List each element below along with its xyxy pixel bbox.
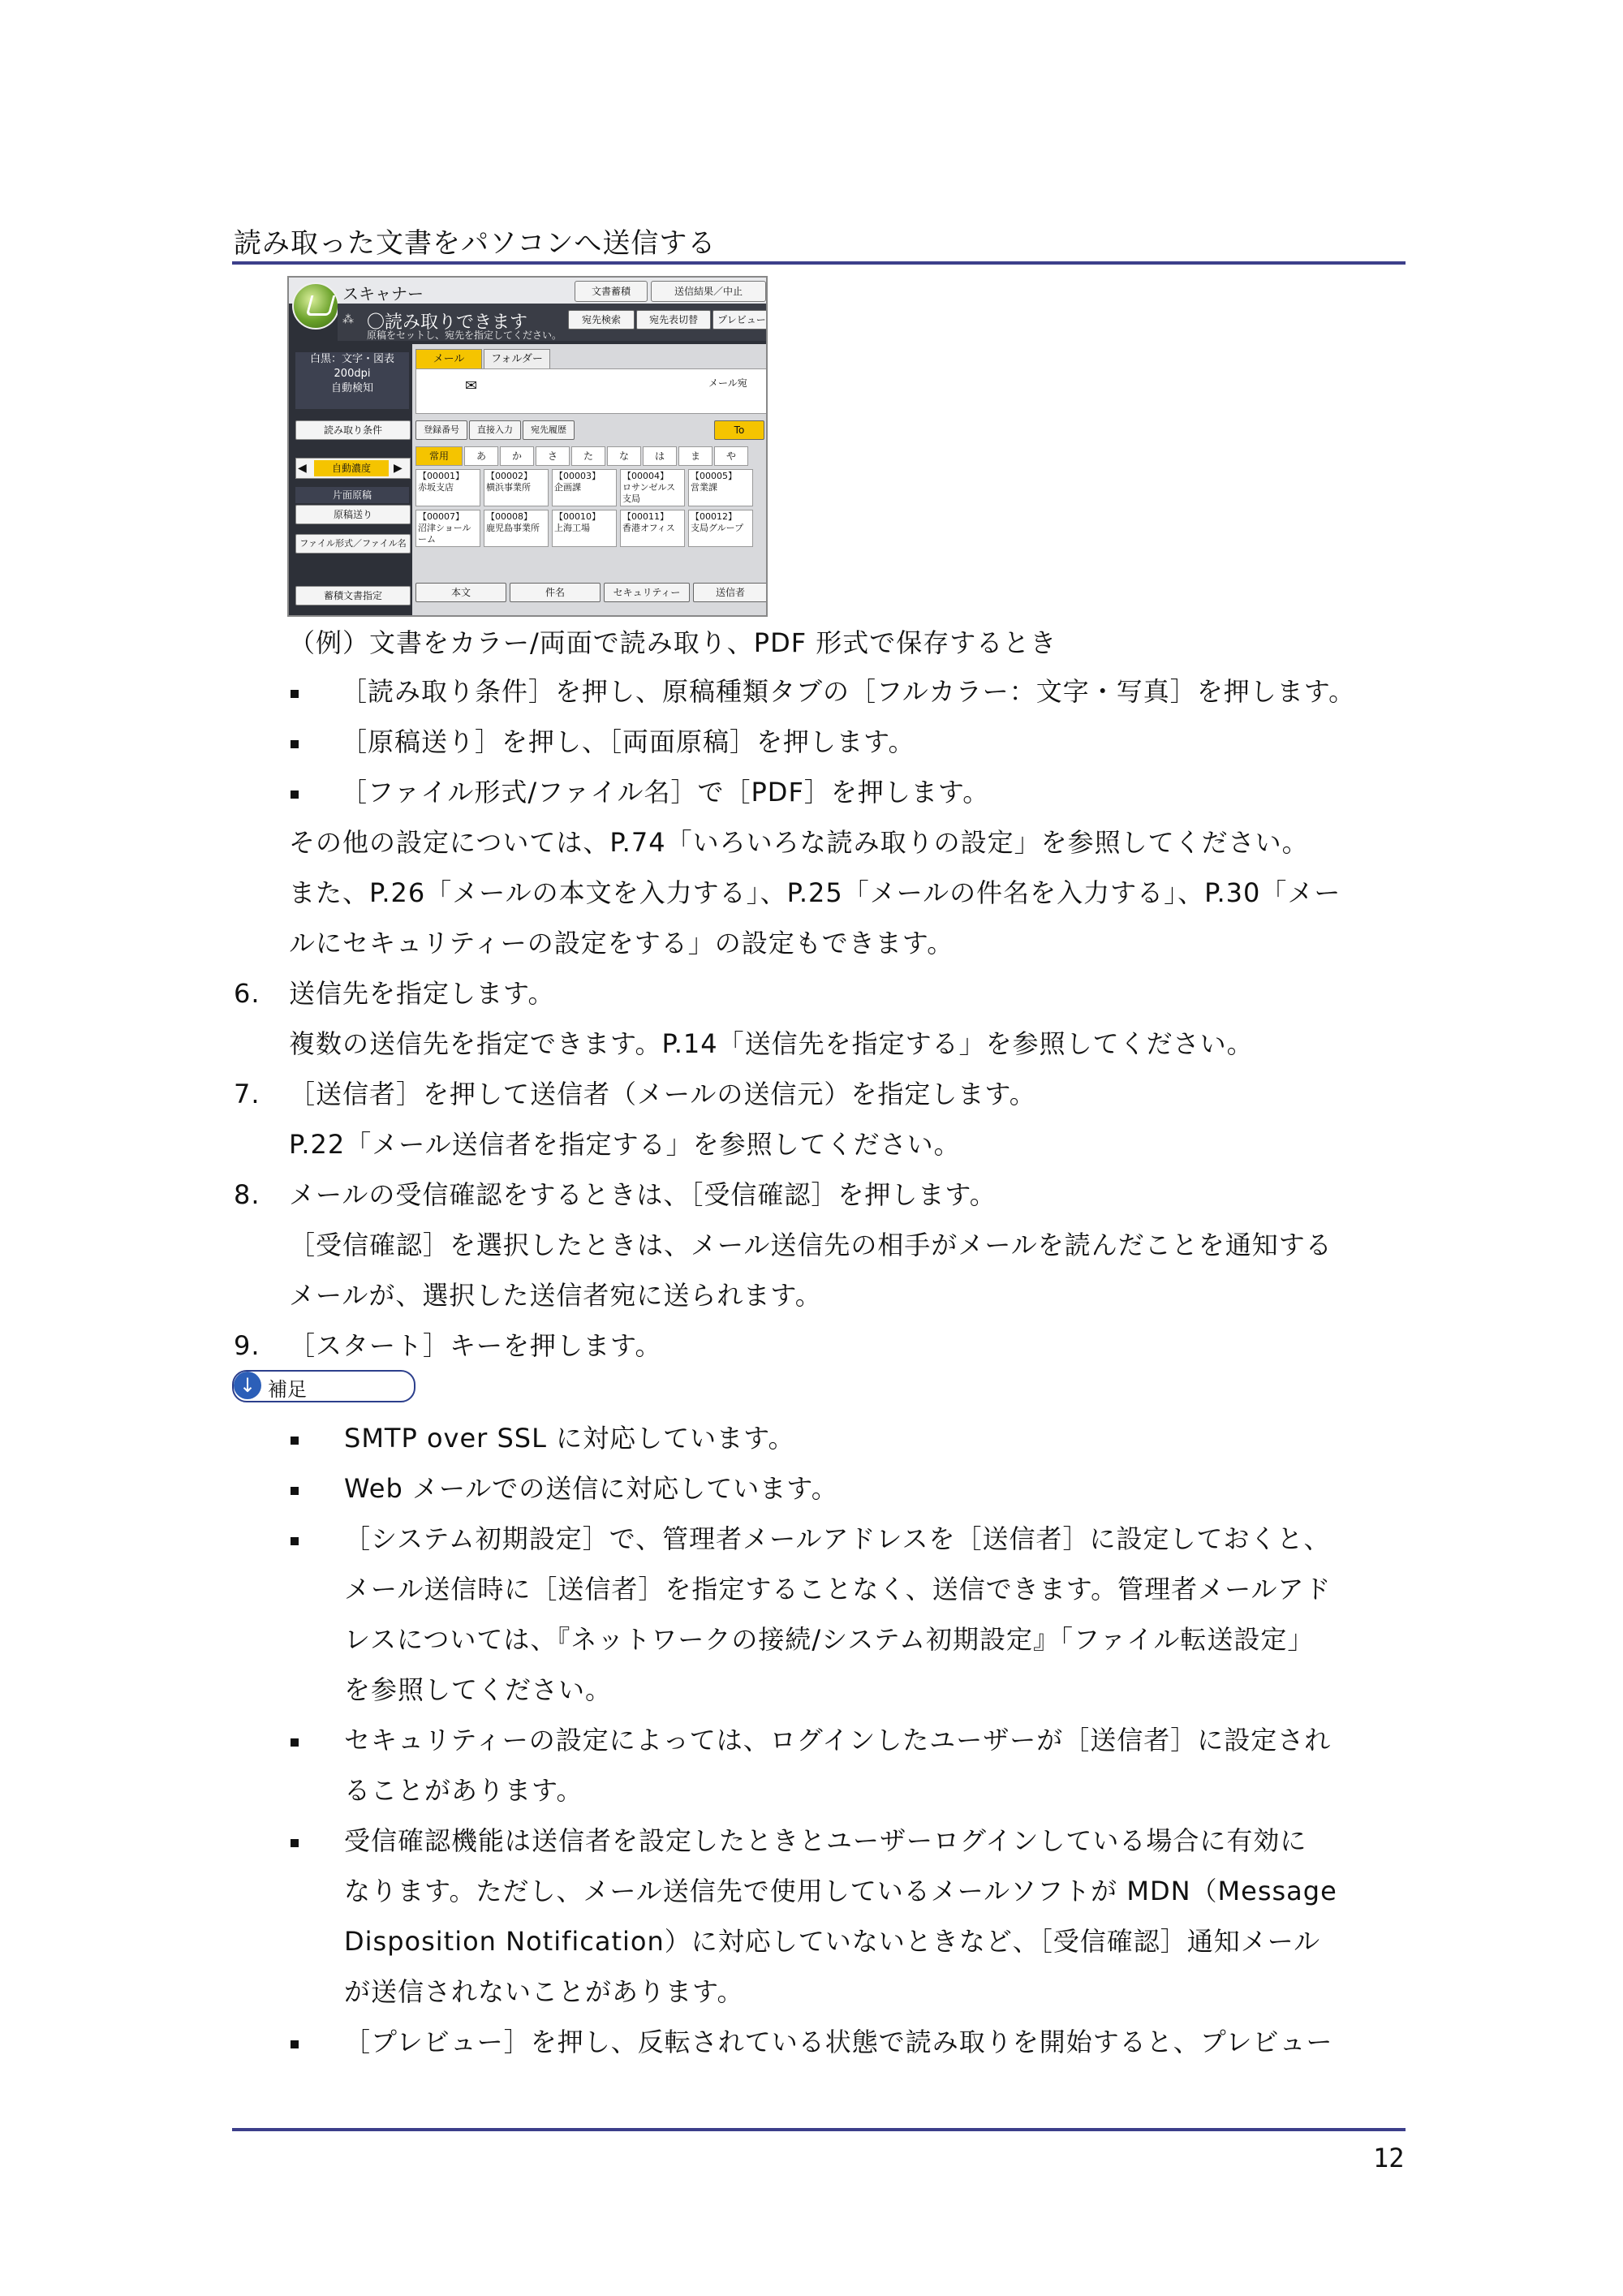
note-item: レスについては、『ネットワークの接続/システム初期設定』「ファイル転送設定」 bbox=[344, 1624, 1315, 1655]
density-control[interactable] bbox=[295, 458, 411, 479]
sender-button[interactable]: 送信者 bbox=[693, 583, 768, 602]
scanner-logo-icon bbox=[292, 282, 339, 330]
right-arrow-icon[interactable]: ▶ bbox=[394, 462, 403, 475]
step-number: 7. bbox=[234, 1079, 260, 1109]
down-arrow-icon: ↓ bbox=[234, 1372, 261, 1399]
kana-tab[interactable]: ま bbox=[678, 446, 712, 466]
example-bullet: ［原稿送り］を押し、［両面原稿］を押します。 bbox=[341, 726, 915, 757]
address-field[interactable] bbox=[415, 368, 768, 414]
scan-mode-display: 白黒：文字・図表 200dpi 自動検知 bbox=[295, 352, 409, 409]
preview-button[interactable]: プレビュー bbox=[712, 310, 768, 330]
scan-settings-button[interactable]: 読み取り条件 bbox=[295, 420, 411, 440]
dest-cell[interactable]: 【00004】 ロサンゼルス支局 bbox=[620, 469, 685, 506]
note-item: SMTP over SSL に対応しています。 bbox=[344, 1423, 795, 1454]
example-bullet: ［読み取り条件］を押し、原稿種類タブの［フルカラー：文字・写真］を押します。 bbox=[341, 676, 1356, 707]
note-item: を参照してください。 bbox=[344, 1674, 613, 1705]
note-item: メール送信時に［送信者］を指定することなく、送信できます。管理者メールアド bbox=[344, 1574, 1332, 1605]
kana-tab[interactable]: や bbox=[714, 446, 748, 466]
reg-number-button[interactable]: 登録番号 bbox=[415, 420, 467, 440]
bullet-icon bbox=[291, 1487, 299, 1495]
bullet-icon bbox=[291, 2040, 299, 2048]
example-caption: （例）文書をカラー/両面で読み取り、PDF 形式で保存するとき bbox=[289, 627, 1057, 658]
paragraph: その他の設定については、P.74「いろいろな読み取りの設定」を参照してください。 bbox=[289, 827, 1309, 858]
step-heading: メールの受信確認をするときは、［受信確認］を押します。 bbox=[289, 1179, 997, 1210]
kana-tab[interactable]: た bbox=[571, 446, 605, 466]
paragraph: また、P.26「メールの本文を入力する」、P.25「メールの件名を入力する」、P.30「メー bbox=[289, 877, 1341, 908]
note-item: Web メールでの送信に対応しています。 bbox=[344, 1473, 838, 1504]
direct-input-button[interactable]: 直接入力 bbox=[469, 420, 521, 440]
bullet-icon bbox=[291, 1839, 299, 1847]
dest-cell[interactable]: 【00008】 鹿児島事業所 bbox=[484, 510, 549, 547]
feed-button[interactable]: 原稿送り bbox=[295, 505, 411, 524]
mail-envelope-icon: ✉ bbox=[465, 377, 478, 394]
scanner-panel-screenshot bbox=[287, 276, 768, 617]
tab-mail[interactable]: メール bbox=[415, 349, 482, 369]
bullet-icon bbox=[291, 740, 299, 748]
send-result-button[interactable]: 送信結果／中止 bbox=[651, 281, 766, 302]
kana-tab[interactable]: は bbox=[643, 446, 677, 466]
note-label: 補足 bbox=[268, 1378, 307, 1401]
bullet-icon bbox=[291, 1537, 299, 1545]
dest-cell[interactable]: 【00002】 横浜事業所 bbox=[484, 469, 549, 506]
note-item: セキュリティーの設定によっては、ログインしたユーザーが［送信者］に設定され bbox=[344, 1725, 1332, 1755]
bullet-icon bbox=[291, 790, 299, 799]
stored-doc-button[interactable]: 蓄積文書指定 bbox=[295, 586, 411, 605]
kana-tab[interactable]: な bbox=[607, 446, 641, 466]
header-rule bbox=[232, 261, 1406, 265]
step-description: P.22「メール送信者を指定する」を参照してください。 bbox=[289, 1129, 961, 1160]
security-button[interactable]: セキュリティー bbox=[604, 583, 690, 602]
note-item: ［プレビュー］を押し、反転されている状態で読み取りを開始すると、プレビュー bbox=[344, 2027, 1333, 2057]
auto-density-label: 自動濃度 bbox=[314, 460, 389, 476]
bullet-icon bbox=[291, 690, 299, 698]
left-arrow-icon[interactable]: ◀ bbox=[298, 462, 307, 475]
tab-folder[interactable]: フォルダー bbox=[484, 349, 550, 369]
mail-address-label: メール宛 bbox=[708, 377, 747, 389]
note-item: ［システム初期設定］で、管理者メールアドレスを［送信者］に設定しておくと、 bbox=[344, 1523, 1331, 1554]
page-number: 12 bbox=[1373, 2143, 1405, 2173]
subject-button[interactable]: 件名 bbox=[510, 583, 601, 602]
dest-cell[interactable]: 【00012】 支局グループ bbox=[688, 510, 753, 547]
note-item: が送信されないことがあります。 bbox=[344, 1976, 744, 2007]
kana-tab[interactable]: あ bbox=[464, 446, 498, 466]
dest-cell[interactable]: 【00010】 上海工場 bbox=[552, 510, 617, 547]
note-item: Disposition Notification）に対応していないときなど、［受信確認］通知メール bbox=[344, 1926, 1321, 1957]
dest-cell[interactable]: 【00007】 沼津ショールーム bbox=[415, 510, 480, 547]
step-description: メールが、選択した送信者宛に送られます。 bbox=[289, 1280, 822, 1311]
note-item: ることがあります。 bbox=[344, 1775, 583, 1806]
panel-app-title: スキャナー bbox=[342, 284, 424, 304]
footer-rule bbox=[232, 2128, 1406, 2131]
step-heading: ［スタート］キーを押します。 bbox=[289, 1330, 662, 1361]
status-ready: 〇読み取りできます bbox=[367, 312, 528, 333]
step-description: 複数の送信先を指定できます。P.14「送信先を指定する」を参照してください。 bbox=[289, 1028, 1254, 1059]
step-number: 9. bbox=[234, 1330, 260, 1361]
single-sided-label: 片面原稿 bbox=[295, 487, 409, 503]
dest-cell[interactable]: 【00001】 赤坂支店 bbox=[415, 469, 480, 506]
dest-cell[interactable]: 【00005】 営業課 bbox=[688, 469, 753, 506]
paragraph: ルにセキュリティーの設定をする」の設定もできます。 bbox=[289, 928, 954, 958]
status-dots-icon: ⁂ bbox=[342, 313, 354, 326]
step-number: 6. bbox=[234, 978, 260, 1009]
dest-search-button[interactable]: 宛先検索 bbox=[568, 310, 635, 330]
step-description: ［受信確認］を選択したときは、メール送信先の相手がメールを読んだことを通知する bbox=[289, 1230, 1332, 1260]
dest-cell[interactable]: 【00011】 香港オフィス bbox=[620, 510, 685, 547]
note-item: 受信確認機能は送信者を設定したときとユーザーログインしている場合に有効に bbox=[344, 1825, 1307, 1856]
doc-storage-button[interactable]: 文書蓄積 bbox=[575, 281, 648, 302]
status-hint: 原稿をセットし、宛先を指定してください。 bbox=[367, 330, 562, 341]
kana-tab[interactable]: か bbox=[500, 446, 534, 466]
body-button[interactable]: 本文 bbox=[415, 583, 506, 602]
kana-tab[interactable]: さ bbox=[536, 446, 570, 466]
bullet-icon bbox=[291, 1738, 299, 1747]
kana-tab-frequent[interactable]: 常用 bbox=[415, 446, 463, 466]
file-format-button[interactable]: ファイル形式／ファイル名 bbox=[295, 534, 411, 554]
step-heading: 送信先を指定します。 bbox=[289, 978, 555, 1009]
step-number: 8. bbox=[234, 1179, 260, 1210]
dest-history-button[interactable]: 宛先履歴 bbox=[523, 420, 575, 440]
page-title: 読み取った文書をパソコンへ送信する bbox=[234, 227, 717, 260]
to-button[interactable]: To bbox=[714, 420, 764, 440]
dest-switch-button[interactable]: 宛先表切替 bbox=[636, 310, 711, 330]
dest-cell[interactable]: 【00003】 企画課 bbox=[552, 469, 617, 506]
step-heading: ［送信者］を押して送信者（メールの送信元）を指定します。 bbox=[289, 1079, 1036, 1109]
example-bullet: ［ファイル形式/ファイル名］で［PDF］を押します。 bbox=[341, 777, 990, 808]
bullet-icon bbox=[291, 1437, 299, 1445]
note-item: なります。ただし、メール送信先で使用しているメールソフトが MDN（Message bbox=[344, 1876, 1337, 1906]
